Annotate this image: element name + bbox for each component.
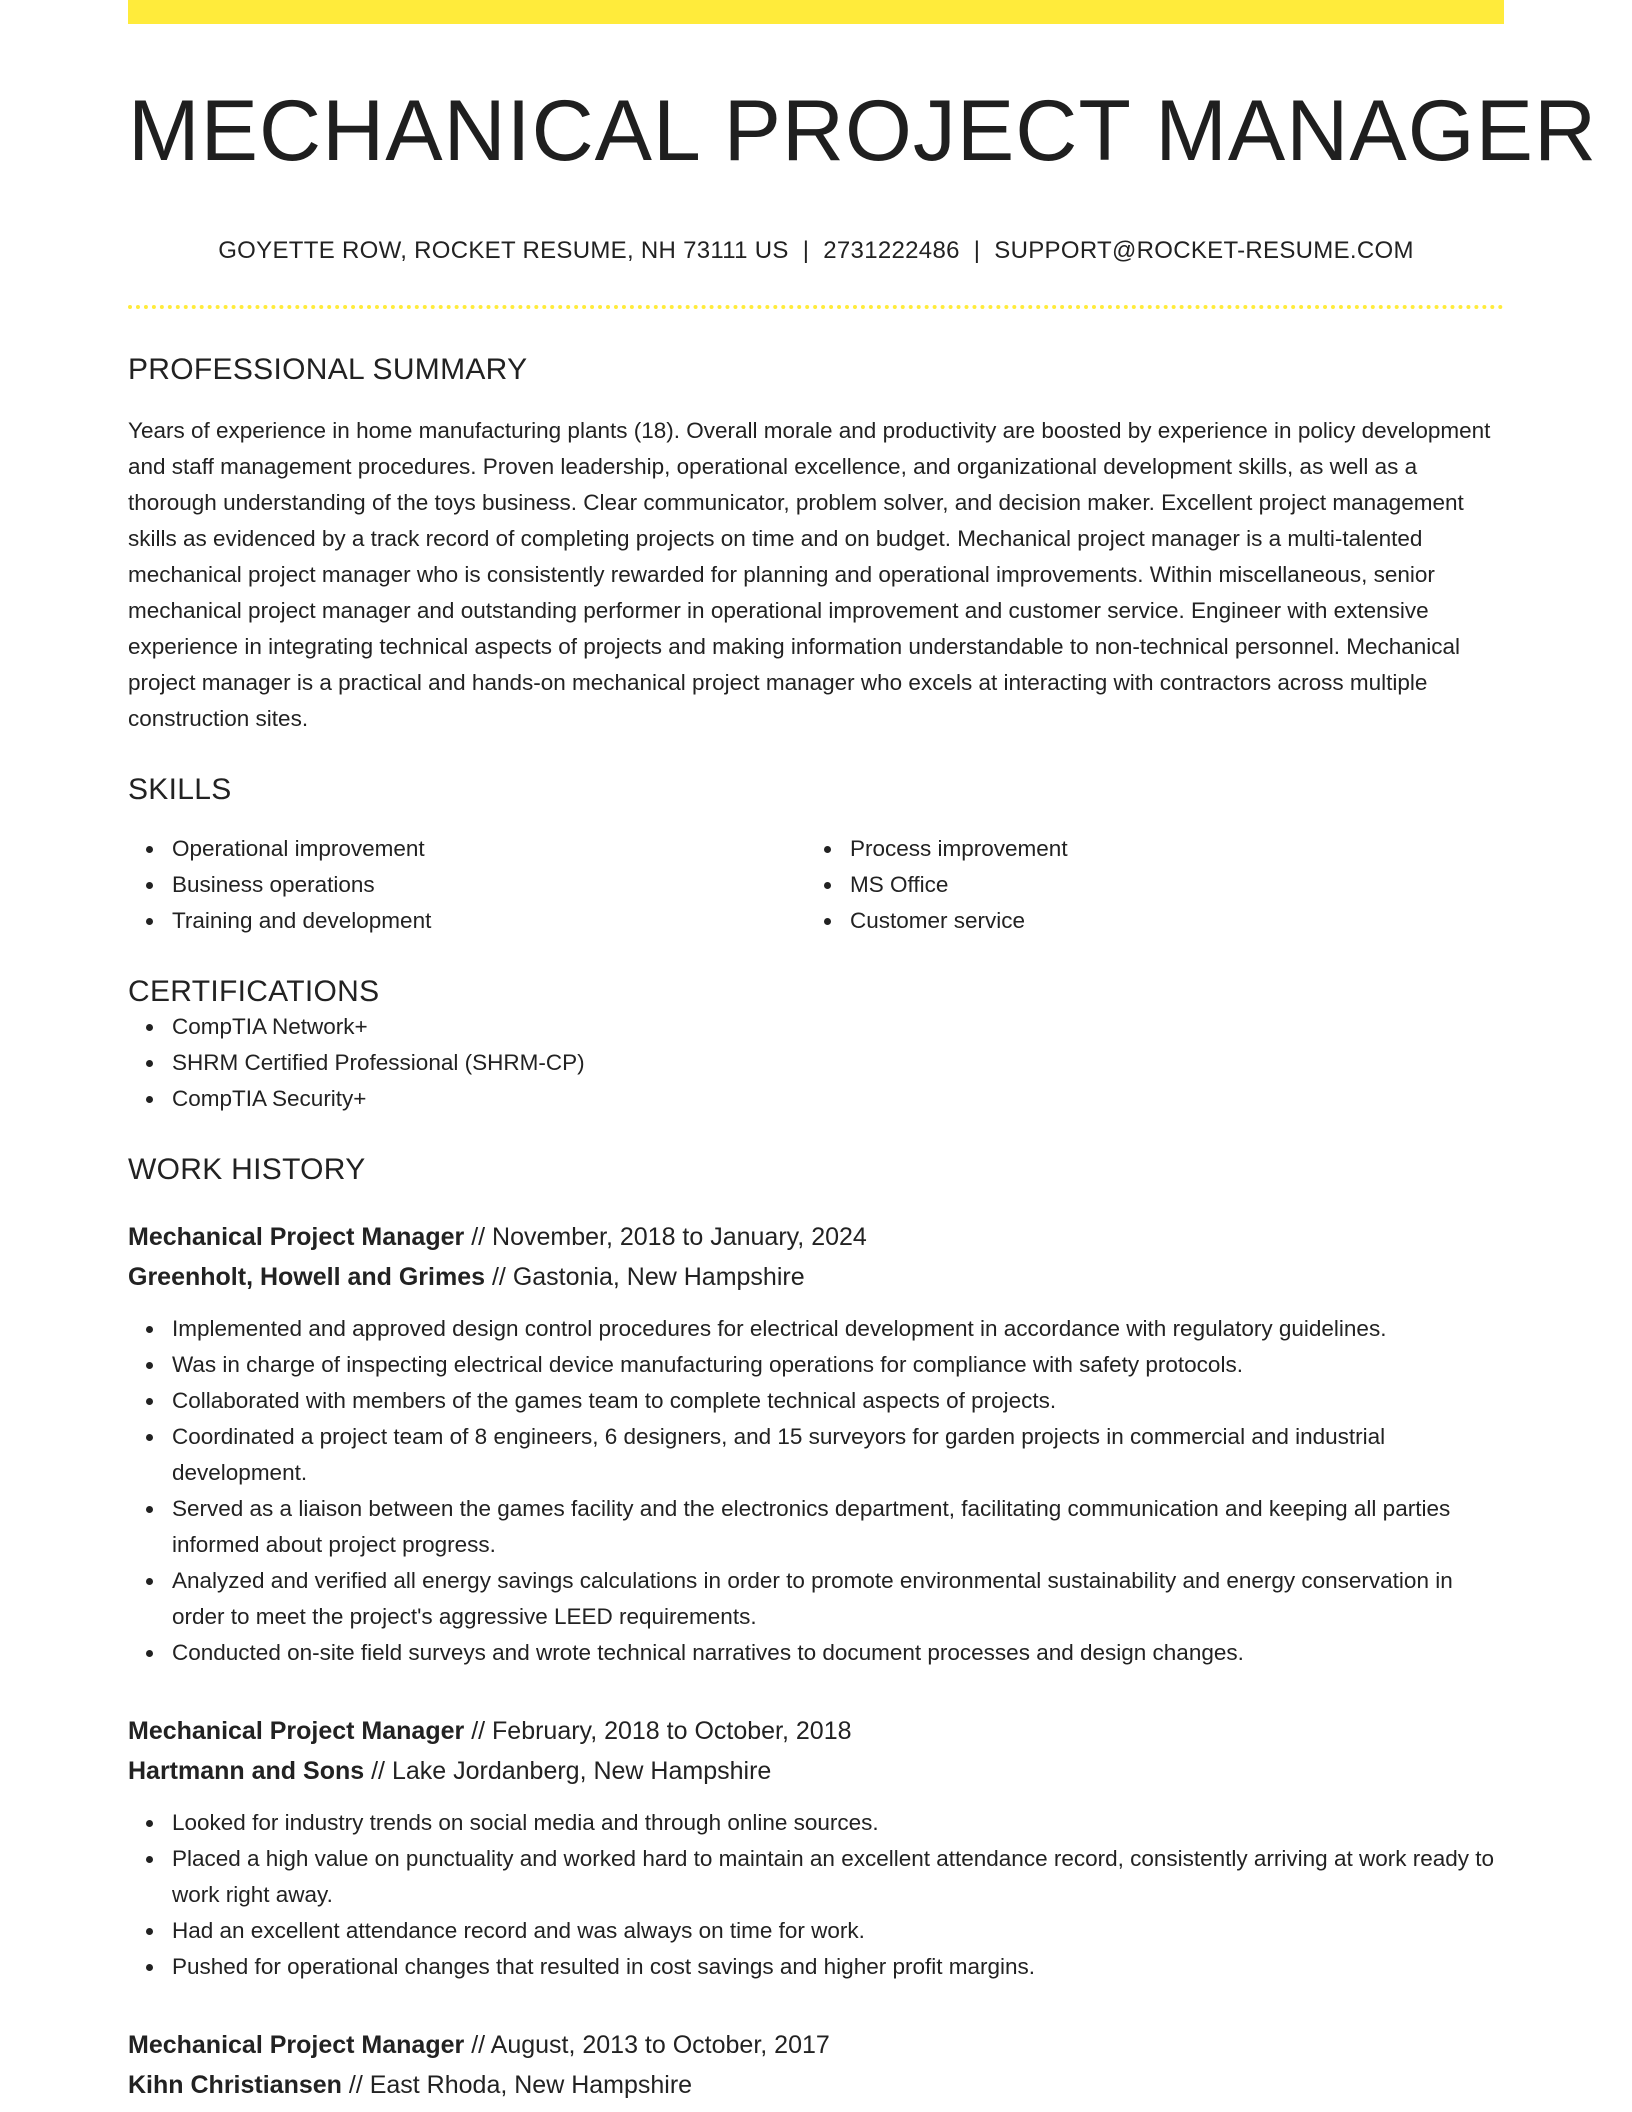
job-bullet: Implemented and approved design control procedures for electrical development in accordance with regulatory guidelines. [172, 1311, 1504, 1347]
section-title-work-history: WORK HISTORY [128, 1152, 366, 1186]
job-entry [128, 1217, 1504, 1671]
skill-item: Training and development [172, 903, 806, 939]
job-role: Mechanical Project Manager [128, 1222, 465, 1251]
job-bullets [128, 1311, 1504, 1671]
job-bullet: Analyzed and verified all energy savings calculations in order to promote environmental sustainability and energy conservation in order to meet the project's aggressive LEED requirements. [172, 1563, 1504, 1635]
section-title-skills: SKILLS [128, 772, 232, 806]
certification-item: CompTIA Security+ [172, 1081, 1504, 1117]
job-bullet: Coordinated a project team of 8 engineers, 6 designers, and 15 surveyors for garden projects in commercial and industrial development. [172, 1419, 1504, 1491]
email: SUPPORT@ROCKET-RESUME.COM [994, 236, 1414, 264]
job-bullet: Served as a liaison between the games facility and the electronics department, facilitating communication and keeping all parties informed about project progress. [172, 1491, 1504, 1563]
certification-item: SHRM Certified Professional (SHRM-CP) [172, 1045, 1504, 1081]
resume-title: MECHANICAL PROJECT MANAGER [128, 83, 1598, 179]
skill-item: Customer service [850, 903, 1484, 939]
section-title-summary: PROFESSIONAL SUMMARY [128, 352, 528, 386]
certification-item: CompTIA Network+ [172, 1009, 1504, 1045]
contact-line [128, 237, 1504, 265]
job-bullet: Looked for industry trends on social media and through online sources. [172, 1805, 1504, 1841]
job-bullet: Placed a high value on punctuality and worked hard to maintain an excellent attendance record, consistently arriving at work ready to work right away. [172, 1841, 1504, 1913]
phone: 2731222486 [823, 236, 960, 264]
section-title-certifications: CERTIFICATIONS [128, 974, 380, 1008]
skill-item: Process improvement [850, 831, 1484, 867]
job-role: Mechanical Project Manager [128, 2030, 465, 2059]
skills-column-left [128, 831, 806, 939]
job-location: // East Rhoda, New Hampshire [348, 2070, 693, 2099]
job-bullet: Pushed for operational changes that resulted in cost savings and higher profit margins. [172, 1949, 1504, 1985]
job-role-line [128, 1217, 1504, 1257]
skills-column-right [806, 831, 1484, 939]
address: GOYETTE ROW, ROCKET RESUME, NH 73111 US [218, 236, 789, 264]
job-bullet: Conducted on-site field surveys and wrote technical narratives to document processes and design changes. [172, 1635, 1504, 1671]
job-dates: // February, 2018 to October, 2018 [471, 1716, 852, 1745]
skill-item: Operational improvement [172, 831, 806, 867]
job-role: Mechanical Project Manager [128, 1716, 465, 1745]
resume-page [128, 0, 1598, 2105]
certifications-list [128, 1009, 1504, 1117]
job-company: Greenholt, Howell and Grimes [128, 1262, 486, 1291]
skills-list-left [128, 831, 806, 939]
job-dates: // August, 2013 to October, 2017 [471, 2030, 830, 2059]
job-bullets [128, 1805, 1504, 1985]
skills-list-right [806, 831, 1484, 939]
job-company-line [128, 1257, 1504, 1297]
job-bullet: Was in charge of inspecting electrical device manufacturing operations for compliance with safety protocols. [172, 1347, 1504, 1383]
job-company: Kihn Christiansen [128, 2070, 342, 2099]
job-entry [128, 2025, 1504, 2105]
skill-item: Business operations [172, 867, 806, 903]
separator: | [802, 236, 810, 264]
job-role-line [128, 2025, 1504, 2065]
summary-text: Years of experience in home manufacturing plants (18). Overall morale and productivity are boosted by experience in policy development and staff management procedures. Proven leadership, operational excellence, and organizational development skills, as well as a thorough understanding of the toys business. Clear communicator, problem solver, and decision maker. Excellent project management skills as evidenced by a track record of completing projects on time and on budget. Mechanical project manager is a multi-talented mechanical project manager who is consistently rewarded for planning and operational improvements. Within miscellaneous, senior mechanical project manager and outstanding performer in operational improvement and customer service. Engineer with extensive experience in integrating technical aspects of projects and making information understandable to non-technical personnel. Mechanical project manager is a practical and hands-on mechanical project manager who excels at interacting with contractors across multiple construction sites. [128, 417, 1491, 731]
job-company: Hartmann and Sons [128, 1756, 365, 1785]
accent-bar [128, 0, 1504, 24]
separator: | [973, 236, 981, 264]
job-company-line [128, 1751, 1504, 1791]
job-bullet: Collaborated with members of the games team to complete technical aspects of projects. [172, 1383, 1504, 1419]
job-company-line [128, 2065, 1504, 2105]
job-entry [128, 1711, 1504, 1985]
job-role-line [128, 1711, 1504, 1751]
skills-grid [128, 831, 1504, 939]
skill-item: MS Office [850, 867, 1484, 903]
job-dates: // November, 2018 to January, 2024 [471, 1222, 867, 1251]
job-location: // Lake Jordanberg, New Hampshire [371, 1756, 772, 1785]
job-bullet: Had an excellent attendance record and was always on time for work. [172, 1913, 1504, 1949]
dotted-divider [128, 305, 1504, 309]
job-location: // Gastonia, New Hampshire [491, 1262, 805, 1291]
